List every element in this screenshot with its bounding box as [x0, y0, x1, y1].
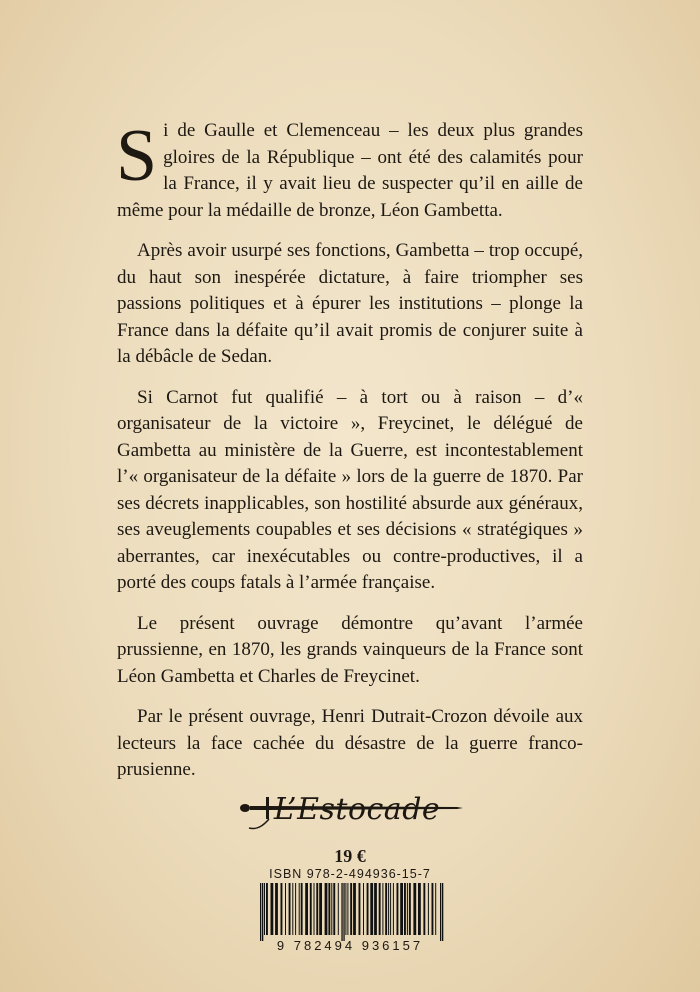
price: 19 € — [334, 846, 366, 866]
paragraph-2: Après avoir usurpé ses fonctions, Gambetta – trop occupé, du haut son inespérée dictature, à faire triompher ses passions politiques et à épurer les institutions – plonge la France dans la défaite qu’il avait promis de conjurer suite à la débâcle de Sedan. — [117, 240, 583, 367]
publisher-logo — [235, 788, 465, 838]
paragraph-5: Par le présent ouvrage, Henri Dutrait-Crozon dévoile aux lecteurs la face cachée du désastre de la guerre franco-prusienne. — [117, 706, 583, 780]
paragraph-3: Si Carnot fut qualifié – à tort ou à raison – d’« organisateur de la victoire », Freycinet, le délégué de Gambetta au ministère de la Guerre, est incontestablement l’« organisateur de la défaite » lors de la guerre de 1870. Par ses décrets inapplicables, son hostilité absurde aux généraux, ses aveuglements coupables et ses décisions « stratégiques » aberrantes, car inexécutables ou contre-productives, il a porté des coups fatals à l’armée française. — [117, 386, 583, 593]
paragraph-1-text: i de Gaulle et Clemenceau – les deux plus grandes gloires de la République – ont été des calamités pour la France, il y avait lieu de suspecter qu’il en aille de même pour la médaille de bronze, Léon Gambetta. — [117, 120, 583, 221]
paragraph-4: Le présent ouvrage démontre qu’avant l’armée prussienne, en 1870, les grands vainqueurs de la France sont Léon Gambetta et Charles de Freycinet. — [117, 612, 583, 687]
back-cover-text — [116, 115, 583, 798]
barcode — [258, 883, 446, 941]
drop-cap: S — [116, 115, 158, 197]
isbn-label: ISBN 978-2-494936-15-7 — [269, 867, 431, 881]
paragraph-1 — [116, 115, 583, 224]
publisher-name: L’Estocade — [273, 792, 441, 827]
barcode-digits: 9 782494 936157 — [276, 938, 424, 953]
